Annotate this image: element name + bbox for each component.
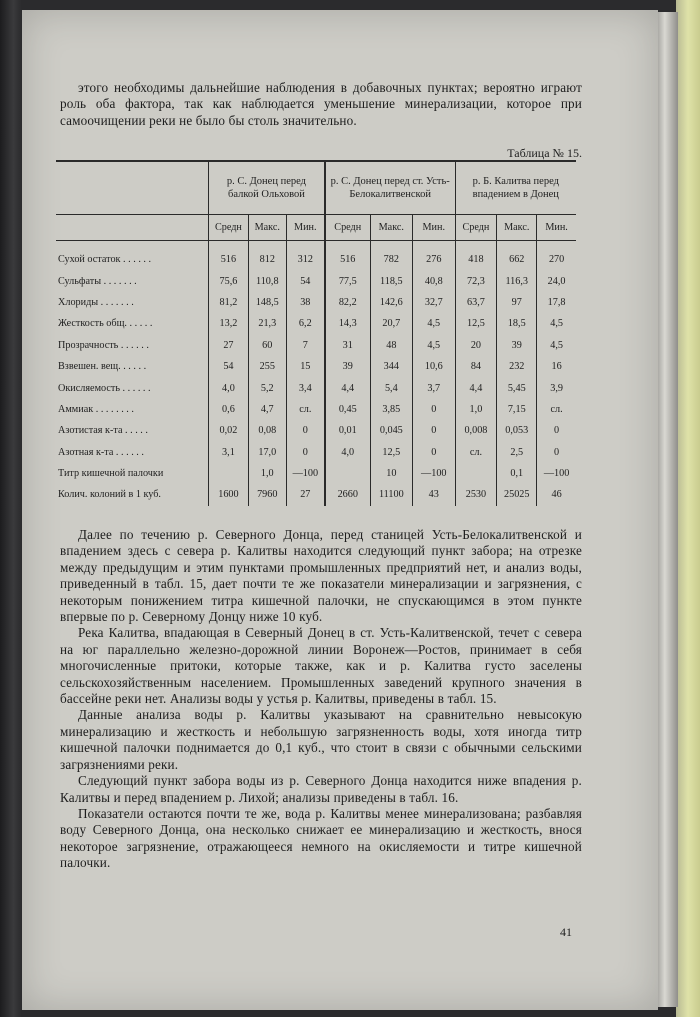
table-cell: 148,5 — [248, 292, 286, 313]
table-cell: 142,6 — [370, 292, 412, 313]
table-cell: 110,8 — [248, 270, 286, 291]
table-cell: 38 — [286, 292, 325, 313]
table-cell: 54 — [209, 356, 249, 377]
subheader-mean: Средн — [325, 215, 370, 241]
table-cell: 5,2 — [248, 377, 286, 398]
intro-paragraph: этого необходимы дальнейшие наблюдения в добавочных пунктах; вероятно играют роль оба фактора, так как наблюдается уменьшение минерализации, которое при самоочищении реки не было бы столь значительно. — [60, 80, 582, 128]
table-cell: 63,7 — [455, 292, 497, 313]
table-cell: 7960 — [248, 484, 286, 505]
table-cell: 21,3 — [248, 313, 286, 334]
table-cell: 48 — [370, 335, 412, 356]
table-cell: 1,0 — [248, 463, 286, 484]
table-row — [56, 484, 576, 505]
table-cell: 12,5 — [370, 442, 412, 463]
table-row — [56, 356, 576, 377]
table-cell: 24,0 — [537, 270, 576, 291]
table-cell: 812 — [248, 241, 286, 271]
table-cell: 516 — [209, 241, 249, 271]
table-cell: 1,0 — [455, 399, 497, 420]
paragraph: Данные анализа воды р. Калитвы указывают на сравнительно невысокую минерализацию и жесткость и небольшую загрязненность воды, хотя иногда титр кишечной палочки поднимается до 0,1 куб., что стоит в связи с обычными сельскими загрязнениями реки. — [60, 707, 582, 772]
table-cell: 662 — [497, 241, 537, 271]
table-cell: 312 — [286, 241, 325, 271]
table-cell: 27 — [209, 335, 249, 356]
table-cell: 0,08 — [248, 420, 286, 441]
table-cell: 82,2 — [325, 292, 370, 313]
table-cell: 2660 — [325, 484, 370, 505]
table-cell: 0 — [413, 442, 456, 463]
table-row — [56, 377, 576, 398]
table-cell: 2,5 — [497, 442, 537, 463]
table-cell: 2530 — [455, 484, 497, 505]
table-cell: 77,5 — [325, 270, 370, 291]
subheader-min: Мин. — [413, 215, 456, 241]
table-cell: сл. — [286, 399, 325, 420]
table-cell: 20 — [455, 335, 497, 356]
table-cell: 3,4 — [286, 377, 325, 398]
paragraph: Далее по течению р. Северного Донца, перед станицей Усть-Белокалитвенской и впадением здесь с севера р. Калитвы находится следующий пункт забора; на отрезке между предыдущим и этим пунктами промышленных предприятий нет, и анализ воды, приведенный в табл. 15, дает почти те же показатели минерализации и загрязнения, с некоторым понижением титра кишечной палочки, не спускающимся в этом пункте впервые по р. Северному Донцу ниже 10 куб. — [60, 527, 582, 625]
table-cell: 15 — [286, 356, 325, 377]
table-cell: 31 — [325, 335, 370, 356]
subheader-max: Макс. — [248, 215, 286, 241]
table-cell: 4,5 — [537, 313, 576, 334]
table-row — [56, 313, 576, 334]
table-corner — [56, 161, 209, 215]
subheader-min: Мин. — [286, 215, 325, 241]
table-cell: 782 — [370, 241, 412, 271]
table-cell: 16 — [537, 356, 576, 377]
table-cell: 0 — [413, 420, 456, 441]
table-cell: 12,5 — [455, 313, 497, 334]
row-label: Жесткость общ. . . . . . — [58, 318, 153, 330]
row-label: Азотная к-та . . . . . . — [58, 446, 144, 458]
table-cell: 25025 — [497, 484, 537, 505]
table-cell: 3,1 — [209, 442, 249, 463]
table-cell: 46 — [537, 484, 576, 505]
row-label: Сухой остаток . . . . . . — [58, 254, 152, 266]
table-cell: 0 — [413, 399, 456, 420]
row-label: Хлориды . . . . . . . — [58, 296, 134, 308]
table-cell: —100 — [537, 463, 576, 484]
subheader-max: Макс. — [497, 215, 537, 241]
table-cell: 3,9 — [537, 377, 576, 398]
table-cell: 0,053 — [497, 420, 537, 441]
paragraph: Показатели остаются почти те же, вода р. Калитвы менее минерализована; разбавляя воду Северного Донца, она несколько снижает ее минерализацию и жесткость, внося некоторое загрязнение, отражающееся немного на окисляемости и титре кишечной палочки. — [60, 805, 582, 871]
table-cell: 81,2 — [209, 292, 249, 313]
table-cell: 40,8 — [413, 270, 456, 291]
table-cell: 4,4 — [455, 377, 497, 398]
row-label: Взвешен. вещ. . . . . . — [58, 361, 147, 373]
table-cell: 6,2 — [286, 313, 325, 334]
table-cell: 60 — [248, 335, 286, 356]
row-label: Сульфаты . . . . . . . — [58, 275, 137, 287]
table-cell: 5,4 — [370, 377, 412, 398]
page-number: 41 — [560, 925, 572, 939]
table-cell: 0,02 — [209, 420, 249, 441]
table-cell: 10 — [370, 463, 412, 484]
table-cell: 54 — [286, 270, 325, 291]
table-cell: 4,4 — [325, 377, 370, 398]
subheader-max: Макс. — [370, 215, 412, 241]
table-row — [56, 241, 576, 271]
table-cell: 0 — [537, 420, 576, 441]
table-cell: 75,6 — [209, 270, 249, 291]
paragraph: Следующий пункт забора воды из р. Северного Донца находится ниже впадения р. Калитвы и перед впадением р. Лихой; анализы приведены в табл. 16. — [60, 773, 582, 805]
table-cell: 418 — [455, 241, 497, 271]
book-page — [22, 10, 658, 1010]
table-cell: 4,5 — [537, 335, 576, 356]
table-cell: 3,7 — [413, 377, 456, 398]
row-label: Аммиак . . . . . . . . — [58, 403, 134, 415]
background-surface — [676, 0, 700, 1017]
table-cell: 39 — [325, 356, 370, 377]
row-label: Титр кишечной палочки — [58, 468, 164, 480]
table-row — [56, 292, 576, 313]
table-cell: 39 — [497, 335, 537, 356]
table-cell: —100 — [413, 463, 456, 484]
subheader-corner — [56, 215, 209, 241]
table-cell: сл. — [537, 399, 576, 420]
table-cell: 118,5 — [370, 270, 412, 291]
table-caption: Таблица № 15. — [507, 146, 582, 160]
table-cell: 10,6 — [413, 356, 456, 377]
table-cell — [209, 463, 249, 484]
table-cell: 255 — [248, 356, 286, 377]
table-cell: —100 — [286, 463, 325, 484]
table-cell: 43 — [413, 484, 456, 505]
table-cell: 0,6 — [209, 399, 249, 420]
page-stack-edge — [656, 12, 678, 1007]
table-cell: 72,3 — [455, 270, 497, 291]
table-cell: сл. — [455, 442, 497, 463]
table-cell: 7,15 — [497, 399, 537, 420]
table-cell: 18,5 — [497, 313, 537, 334]
table-cell: 4,0 — [325, 442, 370, 463]
row-label: Прозрачность . . . . . . — [58, 339, 149, 351]
table-row — [56, 463, 576, 484]
table-cell: 0,1 — [497, 463, 537, 484]
table-cell: 0 — [286, 442, 325, 463]
table-body — [56, 241, 576, 506]
table-cell: 14,3 — [325, 313, 370, 334]
table-row — [56, 270, 576, 291]
table-row — [56, 420, 576, 441]
table-cell: 84 — [455, 356, 497, 377]
table-cell: 5,45 — [497, 377, 537, 398]
table-cell: 20,7 — [370, 313, 412, 334]
table-cell: 27 — [286, 484, 325, 505]
group-header-2: р. С. Донец перед ст. Усть-Белокалитвенской — [325, 161, 455, 215]
table-cell: 17,8 — [537, 292, 576, 313]
row-label: Азотистая к-та . . . . . — [58, 425, 148, 437]
group-header-3: р. Б. Калитва перед впадением в Донец — [455, 161, 576, 215]
table-cell: 4,5 — [413, 335, 456, 356]
table-cell: 116,3 — [497, 270, 537, 291]
table-cell — [455, 463, 497, 484]
body-text — [60, 527, 582, 872]
subheader-mean: Средн — [455, 215, 497, 241]
table-row — [56, 442, 576, 463]
table-cell: 276 — [413, 241, 456, 271]
paragraph: Река Калитва, впадающая в Северный Донец в ст. Усть-Калитвенской, течет с севера на юг параллельно железно-дорожной линии Воронеж—Ростов, принимает в себя многочисленные притоки, которые также, как и р. Калитва густо заселены сельскохозяйственным населением. Промышленных заведений крупного значения в бассейне реки нет. Анализы воды у устья р. Калитвы, приведены в табл. 15. — [60, 625, 582, 707]
table-cell: 11100 — [370, 484, 412, 505]
table-cell: 3,85 — [370, 399, 412, 420]
table-cell: 0 — [537, 442, 576, 463]
table-cell: 4,0 — [209, 377, 249, 398]
table-row — [56, 335, 576, 356]
table-cell: 0 — [286, 420, 325, 441]
table-cell: 0,008 — [455, 420, 497, 441]
table-cell: 32,7 — [413, 292, 456, 313]
table-cell: 516 — [325, 241, 370, 271]
subheader-min: Мин. — [537, 215, 576, 241]
table-cell: 13,2 — [209, 313, 249, 334]
group-header-1: р. С. Донец перед балкой Ольховой — [209, 161, 325, 215]
table-cell — [325, 463, 370, 484]
table-cell: 232 — [497, 356, 537, 377]
table-cell: 0,01 — [325, 420, 370, 441]
table-cell: 1600 — [209, 484, 249, 505]
row-label: Окисляемость . . . . . . — [58, 382, 151, 394]
table-cell: 17,0 — [248, 442, 286, 463]
table-row — [56, 399, 576, 420]
table-cell: 4,7 — [248, 399, 286, 420]
table-cell: 270 — [537, 241, 576, 271]
table-cell: 97 — [497, 292, 537, 313]
row-label: Колич. колоний в 1 куб. — [58, 489, 161, 501]
book-spine-edge — [0, 0, 22, 1017]
table-cell: 7 — [286, 335, 325, 356]
table-cell: 344 — [370, 356, 412, 377]
table-cell: 4,5 — [413, 313, 456, 334]
table-cell: 0,045 — [370, 420, 412, 441]
table-cell: 0,45 — [325, 399, 370, 420]
water-analysis-table — [56, 160, 576, 506]
subheader-mean: Средн — [209, 215, 249, 241]
